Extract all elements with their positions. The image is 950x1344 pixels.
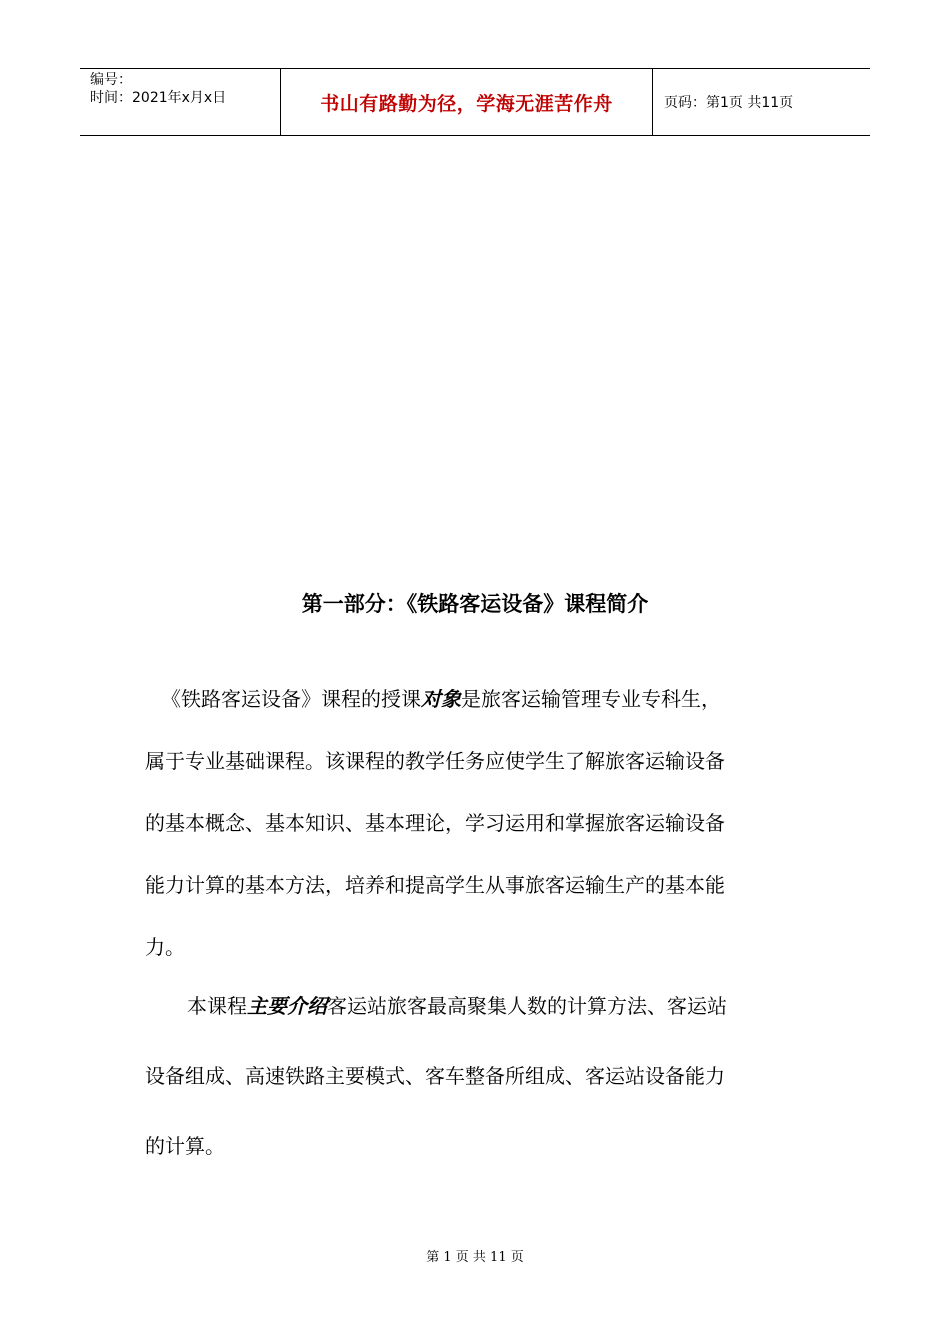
page-footer: 第 1 页 共 11 页 [426, 1250, 524, 1265]
paragraph-line: 的基本概念、基本知识、基本理论，学习运用和掌握旅客运输设备 [145, 811, 725, 835]
paragraph-line: 能力计算的基本方法，培养和提高学生从事旅客运输生产的基本能 [145, 873, 725, 897]
header-motto-cell [281, 69, 653, 135]
emphasis-text: 主要介绍 [247, 994, 327, 1018]
page-info: 页码：第1页 共11页 [664, 95, 794, 111]
paragraph-line [145, 684, 815, 714]
page-header [80, 68, 870, 136]
paragraph-course-content [145, 991, 815, 1201]
text-run: 客运站旅客最高聚集人数的计算方法、客运站 [327, 994, 727, 1018]
emphasis-text: 对象 [421, 687, 461, 711]
text-run: 是旅客运输管理专业专科生， [461, 687, 721, 711]
time-label: 时间：2021年x月x日 [90, 90, 227, 106]
paragraph-line: 设备组成、高速铁路主要模式、客车整备所组成、客运站设备能力 [145, 1064, 725, 1088]
motto: 书山有路勤为径，学海无涯苦作舟 [320, 92, 613, 115]
text-run: 本课程 [187, 994, 247, 1018]
paragraph-line: 力。 [145, 935, 185, 959]
paragraph-course-target [145, 684, 815, 994]
paragraph-line [145, 991, 815, 1021]
paragraph-line: 的计算。 [145, 1134, 225, 1158]
section-title: 第一部分：《铁路客运设备》课程简介 [301, 592, 649, 616]
paragraph-line: 属于专业基础课程。该课程的教学任务应使学生了解旅客运输设备 [145, 749, 725, 773]
text-run: 《铁路客运设备》课程的授课 [161, 687, 421, 711]
number-label: 编号： [90, 72, 132, 88]
header-meta [80, 69, 281, 135]
header-page-cell [653, 69, 870, 135]
